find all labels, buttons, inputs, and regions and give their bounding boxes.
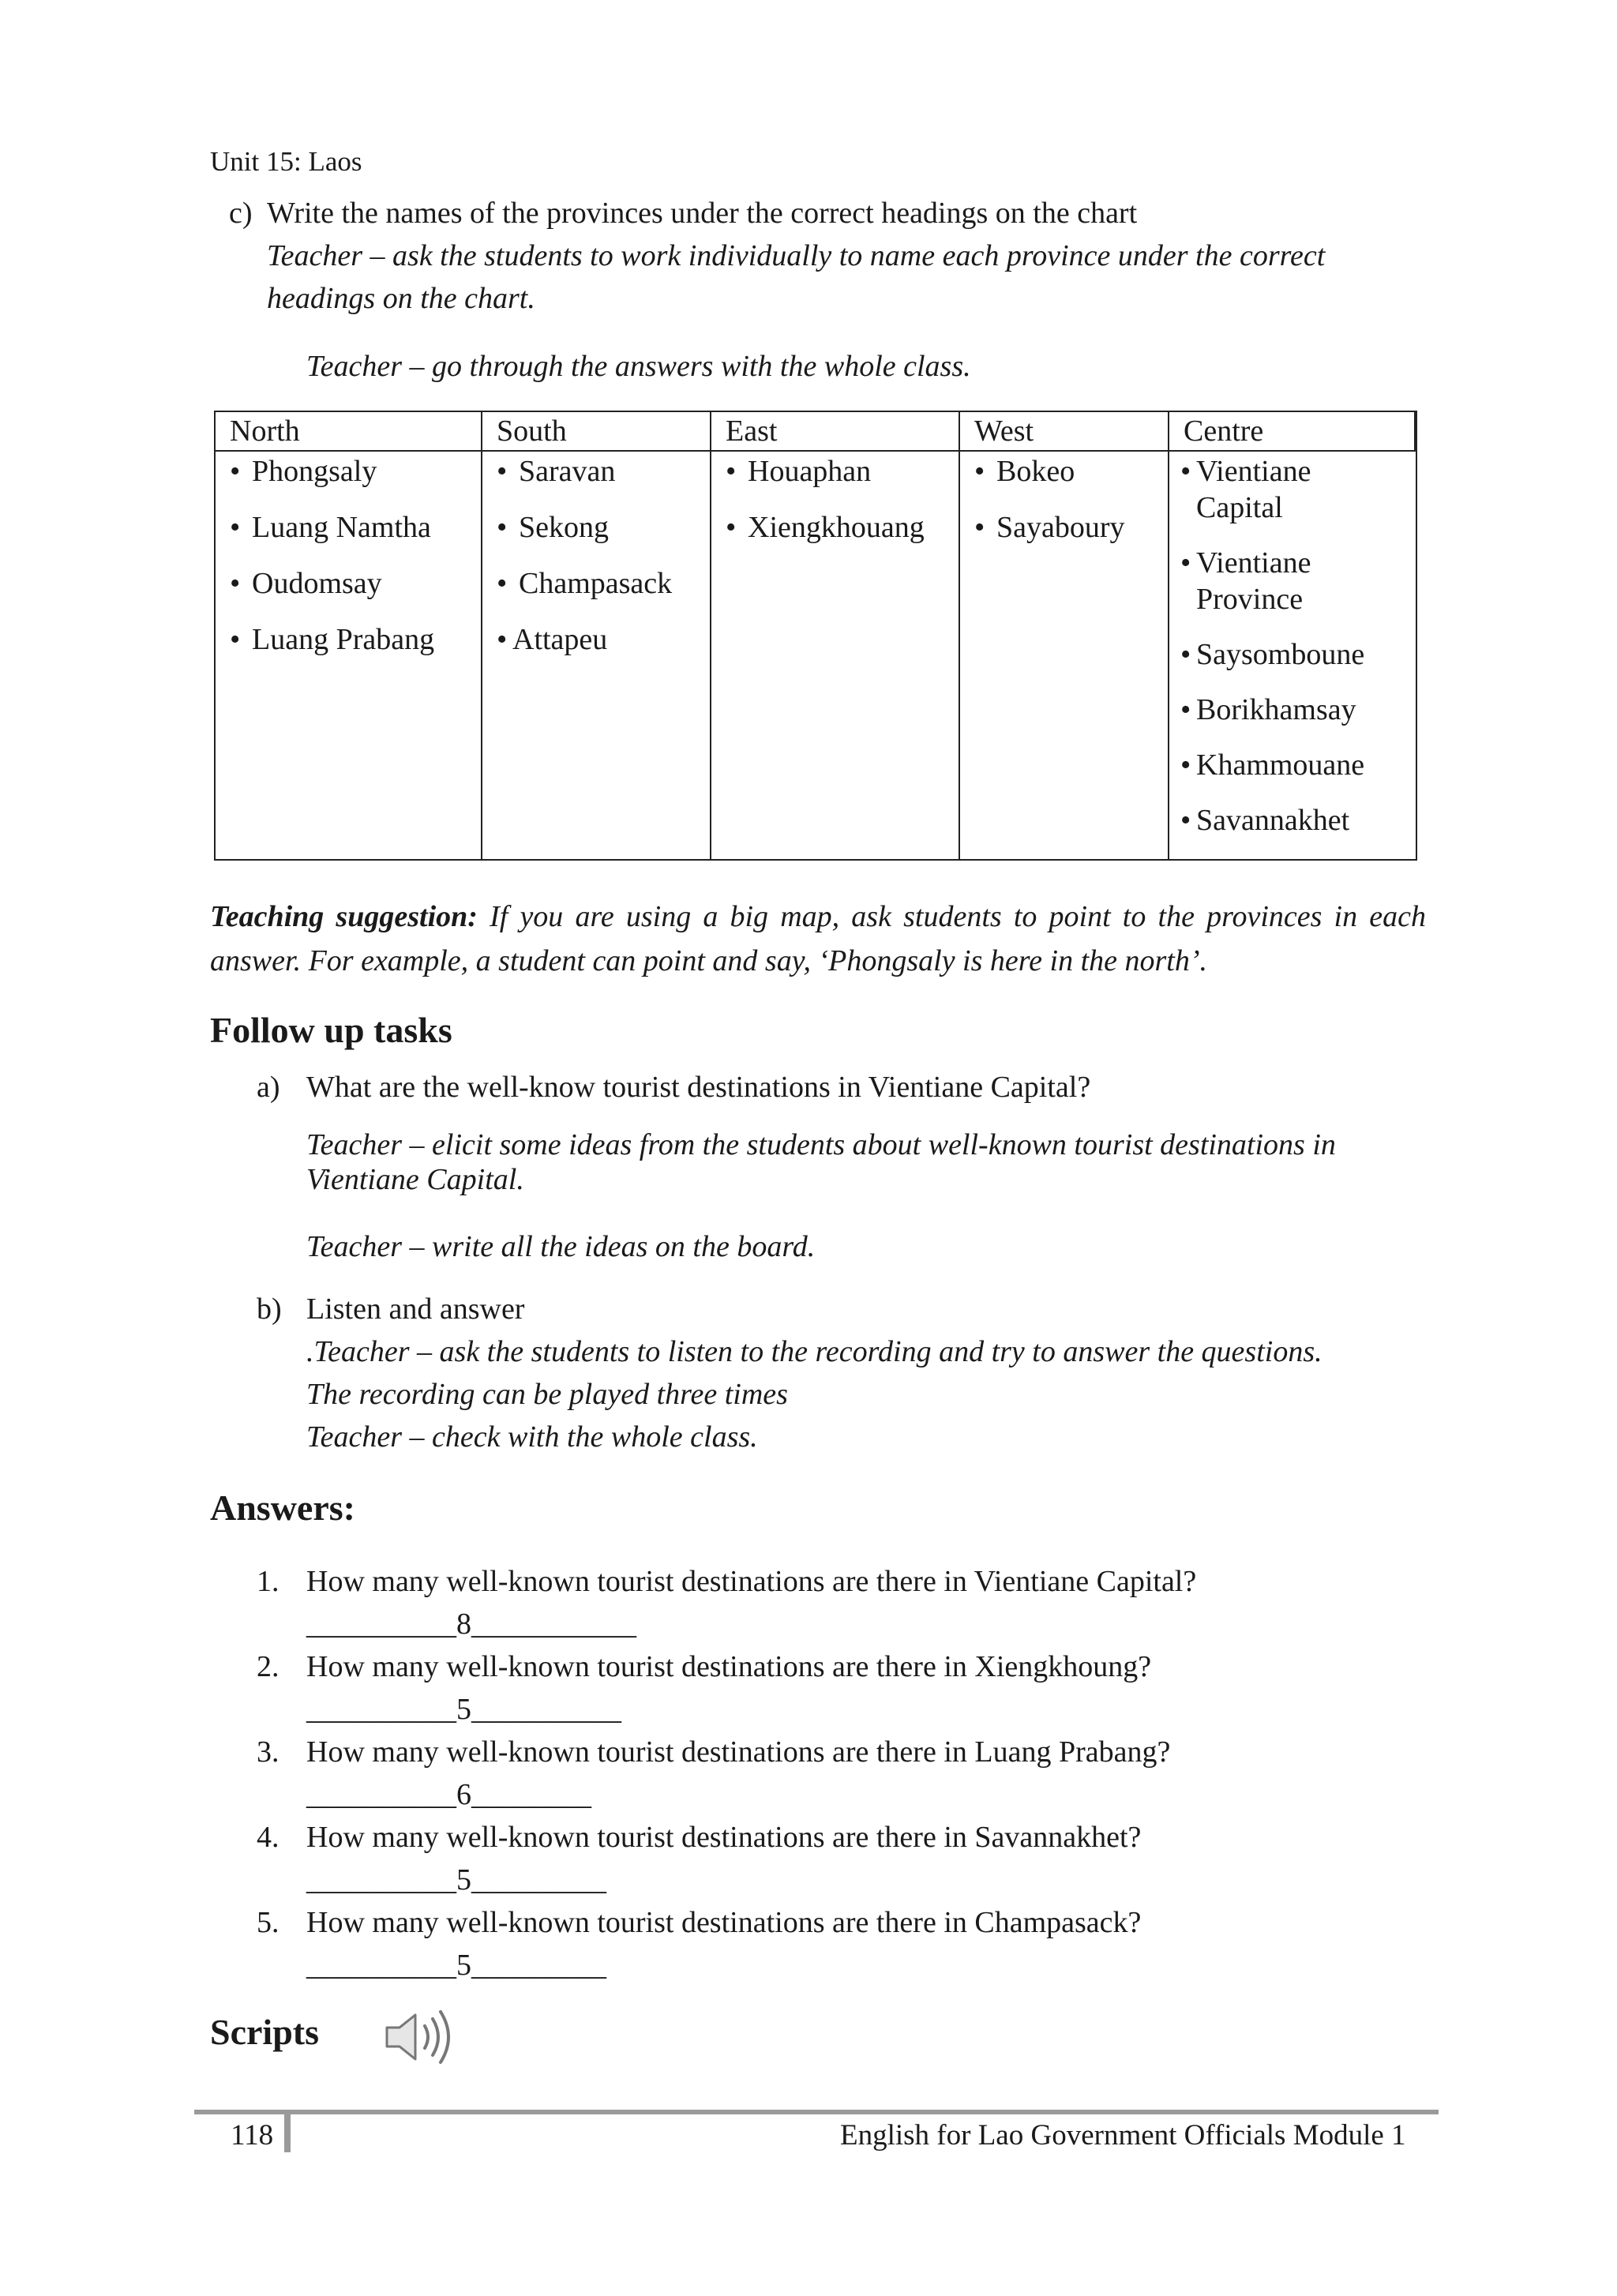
list-item: • Phongsaly [230,455,377,488]
answer-line-2: __________5__________ [306,1693,621,1726]
task-b-note-2: The recording can be played three times [306,1378,788,1411]
answer-line-5: __________5_________ [306,1949,606,1982]
bullet-icon: • [726,511,737,544]
task-c-note-2: Teacher – go through the answers with the whole class. [306,350,971,383]
province-chart [214,411,1417,861]
list-item: • Luang Namtha [230,511,431,544]
bullet-icon: • [974,455,985,488]
list-item: • Sekong [497,511,609,544]
bullet-icon: • [497,511,508,544]
bullet-icon: • [1180,638,1191,671]
task-c-marker: c) [229,197,253,230]
follow-up-heading: Follow up tasks [210,1010,452,1050]
answer-value-3: 6 [456,1778,471,1811]
bullet-icon: • [974,511,985,544]
task-b-note-3: Teacher – check with the whole class. [306,1420,758,1454]
answer-value-2: 5 [456,1693,471,1726]
answer-line-4: __________5_________ [306,1863,606,1896]
answer-value-5: 5 [456,1949,471,1982]
speaker-icon[interactable] [382,2005,458,2069]
answer-value-4: 5 [456,1863,471,1896]
list-item: • Luang Prabang [230,623,435,656]
teaching-suggestion [210,895,1426,983]
running-header: Unit 15: Laos [210,146,362,177]
answer-num-1: 1. [257,1565,280,1598]
list-item: • Oudomsay [230,567,382,600]
bullet-icon: • [726,455,737,488]
scripts-heading: Scripts [210,2012,319,2052]
bullet-icon: • [1180,455,1191,488]
bullet-icon: • [230,567,241,600]
bullet-icon: • [497,623,508,656]
answer-question-1: How many well-known tourist destinations are there in Vientiane Capital? [306,1565,1197,1598]
bullet-icon: • [1180,693,1191,726]
bullet-icon: • [497,567,508,600]
task-c-note-1a: Teacher – ask the students to work individually to name each province under the correct [267,239,1326,272]
teaching-suggestion-text: If you are using a big map, ask students to point to the provinces in each answer. For example, a student can point and say, ‘Phongsaly is here in the north’. [210,900,1426,977]
chart-header-north: North [216,412,482,452]
teaching-suggestion-label: Teaching suggestion: [210,900,478,933]
chart-column-west [960,452,1169,859]
answer-question-2: How many well-known tourist destinations are there in Xiengkhoung? [306,1650,1152,1683]
chart-column-east [711,452,960,859]
bullet-icon: • [1180,748,1191,782]
list-item: • Khammouane [1180,748,1365,782]
chart-header-south: South [482,412,711,452]
task-a-note-2: Teacher – write all the ideas on the board. [306,1230,816,1263]
answer-value-1: 8 [456,1608,471,1641]
list-item: • Attapeu [497,623,608,656]
list-item: • Savannakhet [1180,804,1350,837]
answers-heading: Answers: [210,1488,355,1528]
list-item: • Saravan [497,455,616,488]
chart-header-west: West [960,412,1169,452]
bullet-icon: • [230,511,241,544]
bullet-icon: • [1180,546,1191,580]
bullet-icon: • [230,455,241,488]
bullet-icon: • [497,455,508,488]
task-b-title: Listen and answer [306,1292,525,1326]
answer-line-1: __________8___________ [306,1608,636,1641]
list-item: • Xiengkhouang [726,511,925,544]
list-item: • Vientiane Province [1180,546,1311,616]
list-item: • Vientiane Capital [1180,455,1311,524]
page-number: 118 [231,2119,274,2152]
list-item: • Bokeo [974,455,1075,488]
task-a-title: What are the well-know tourist destinations in Vientiane Capital? [306,1071,1091,1104]
chart-header-centre: Centre [1169,412,1416,452]
answer-line-3: __________6________ [306,1778,591,1811]
chart-column-north [216,452,482,859]
list-item: • Champasack [497,567,673,600]
task-c-title: Write the names of the provinces under the correct headings on the chart [267,197,1138,230]
task-b-note-1: .Teacher – ask the students to listen to the recording and try to answer the questions. [306,1335,1322,1368]
answer-num-2: 2. [257,1650,280,1683]
bullet-icon: • [1180,804,1191,837]
task-a-note-1b: Vientiane Capital. [306,1163,524,1196]
chart-column-centre [1169,452,1416,859]
list-item: • Borikhamsay [1180,693,1356,726]
answer-num-5: 5. [257,1906,280,1939]
task-b-marker: b) [257,1292,282,1326]
task-a-marker: a) [257,1071,280,1104]
answer-question-4: How many well-known tourist destinations are there in Savannakhet? [306,1821,1142,1854]
answer-question-3: How many well-known tourist destinations are there in Luang Prabang? [306,1735,1171,1769]
footer-divider [284,2113,291,2152]
answer-num-3: 3. [257,1735,280,1769]
chart-header-east: East [711,412,960,452]
task-a-note-1a: Teacher – elicit some ideas from the students about well-known tourist destinations in [306,1128,1336,1161]
footer-title: English for Lao Government Officials Module 1 [840,2119,1406,2152]
bullet-icon: • [230,623,241,656]
answer-num-4: 4. [257,1821,280,1854]
list-item: • Houaphan [726,455,872,488]
answer-question-5: How many well-known tourist destinations are there in Champasack? [306,1906,1142,1939]
chart-column-south [482,452,711,859]
task-c-note-1b: headings on the chart. [267,282,535,315]
list-item: • Saysomboune [1180,638,1365,671]
list-item: • Sayaboury [974,511,1125,544]
